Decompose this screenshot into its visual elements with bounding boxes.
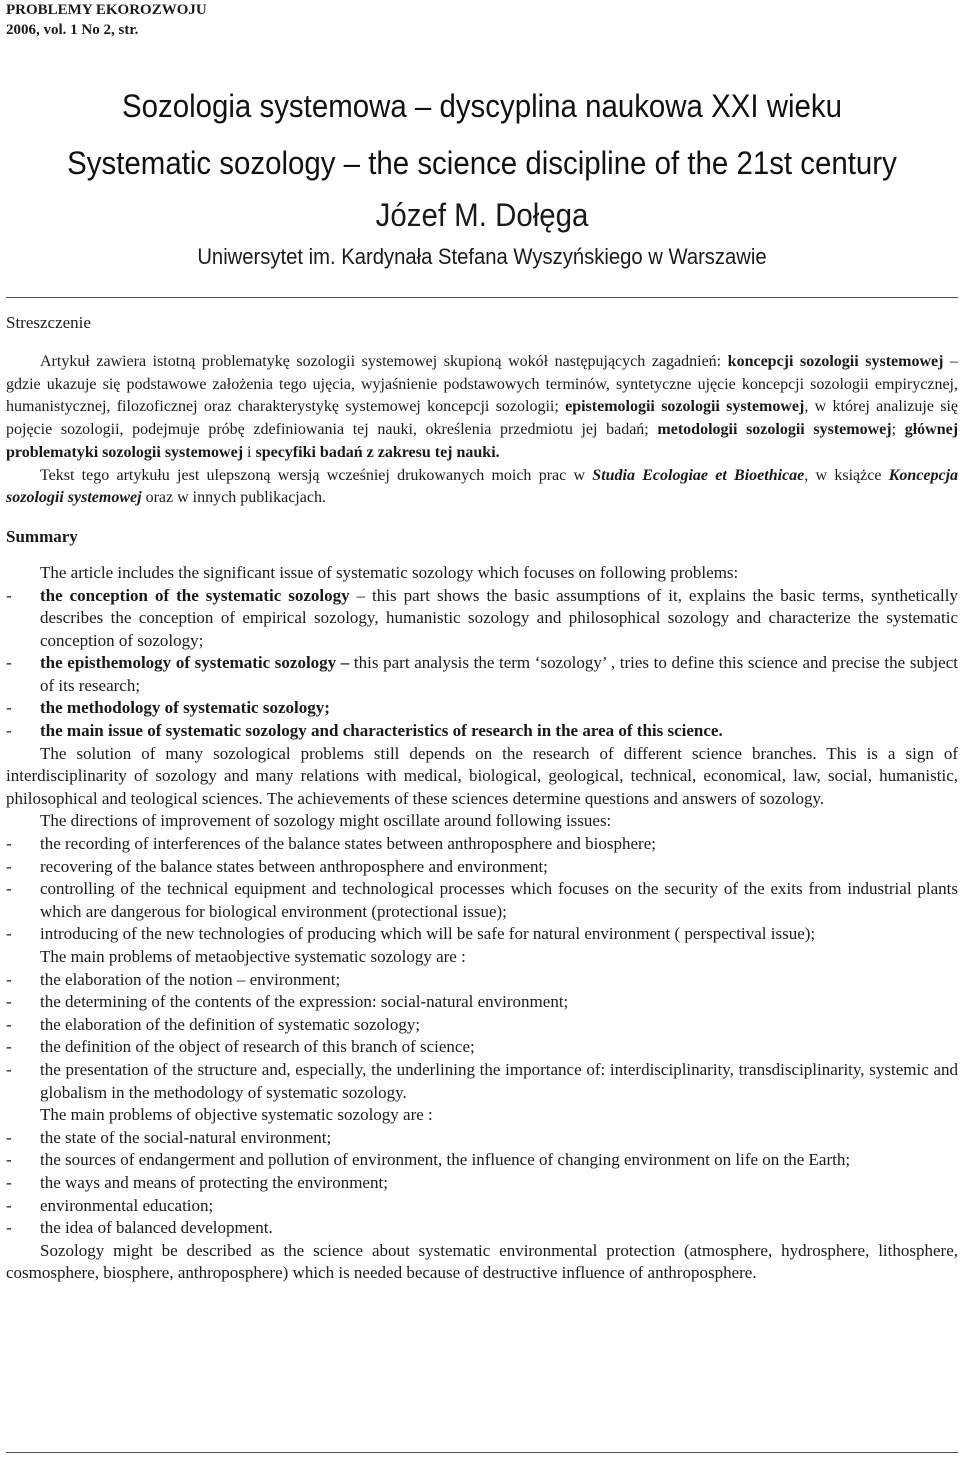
summary-body bbox=[6, 562, 958, 1285]
paragraph-directions: The directions of improvement of sozology might oscillate around following issues: bbox=[40, 811, 612, 831]
article-page bbox=[6, 0, 958, 1285]
objective-item: - environmental education; bbox=[6, 1195, 214, 1215]
author-affiliation: Uniwersytet im. Kardynała Stefana Wyszyńskiego w Warszawie bbox=[197, 244, 767, 269]
paragraph-final: Sozology might be described as the science about systematic environmental protection (atmosphere, hydrosphere, lithosphere, cosmosphere, biosphere, anthroposphere) which is needed because of destructive influence of anthroposphere. bbox=[6, 1240, 958, 1283]
paragraph-solution: The solution of many sozological problems still depends on the research of different science branches. This is a sign of interdisciplinarity of sozology and many relations with medical, biological, geological, technical, economical, law, social, humanistic, philosophical and teological sciences. The achievements of these sciences determine questions and answers of sozology. bbox=[6, 743, 958, 808]
directions-item: - introducing of the new technologies of producing which will be safe for natural environment ( perspectival issue); bbox=[6, 924, 816, 944]
meta-item: - the elaboration of the notion – environment; bbox=[6, 969, 341, 989]
paragraph-metaobjective: The main problems of metaobjective systematic sozology are : bbox=[40, 947, 466, 967]
meta-item: - the elaboration of the definition of systematic sozology; bbox=[6, 1014, 421, 1034]
summary-list-item: - the episthemology of systematic sozology – this part analysis the term ‘sozology’ , tries to define this science and precise the subject of its research; bbox=[6, 653, 958, 695]
journal-reference: Studia Ecologiae et Bioethicae bbox=[592, 466, 805, 484]
directions-item: - controlling of the technical equipment and technological processes which focuses on the security of the exits from industrial plants which are dangerous for biological environment (protectional issue); bbox=[6, 879, 958, 921]
title-english: Systematic sozology – the science discipline of the 21st century bbox=[67, 145, 897, 181]
streszczenie-body bbox=[6, 351, 958, 510]
streszczenie-paragraph-2: Tekst tego artykułu jest ulepszoną wersją wcześniej drukowanych moich prac w Studia Ecologiae et Bioethicae, w książce Koncepcja sozologii systemowej oraz w innych publikacjach. bbox=[6, 466, 959, 507]
objective-item: - the ways and means of protecting the environment; bbox=[6, 1172, 388, 1192]
summary-list-item: - the main issue of systematic sozology and characteristics of research in the area of this science. bbox=[6, 721, 723, 741]
footer-divider bbox=[6, 1452, 958, 1453]
objective-item: - the state of the social-natural environment; bbox=[6, 1127, 332, 1147]
objective-item: - the idea of balanced development. bbox=[6, 1218, 273, 1238]
keyword-metodologia: metodologii sozologii systemowej bbox=[657, 421, 892, 439]
journal-header bbox=[6, 0, 958, 40]
author-name: Józef M. Dołęga bbox=[375, 197, 589, 233]
meta-item: - the definition of the object of research of this branch of science; bbox=[6, 1037, 475, 1057]
header-divider bbox=[6, 297, 958, 298]
streszczenie-heading: Streszczenie bbox=[6, 313, 91, 332]
directions-item: - recovering of the balance states between anthroposphere and environment; bbox=[6, 856, 548, 876]
journal-name: PROBLEMY EKOROZWOJU bbox=[6, 2, 207, 18]
title-polish: Sozologia systemowa – dyscyplina naukowa XXI wieku bbox=[121, 88, 843, 124]
journal-issue: 2006, vol. 1 No 2, str. bbox=[6, 22, 139, 38]
summary-list-item: - the methodology of systematic sozology; bbox=[6, 698, 330, 718]
meta-item: - the determining of the contents of the expression: social-natural environment; bbox=[6, 992, 569, 1012]
objective-item: - the sources of endangerment and pollution of environment, the influence of changing environment on life on the Earth; bbox=[6, 1150, 851, 1170]
streszczenie-paragraph-1: Artykuł zawiera istotną problematykę sozologii systemowej skupioną wokół następujących zagadnień: koncepcji sozologii systemowej – gdzie ukazuje się podstawowe założenia tego ujęcia, wyjaśnienie podstawowych terminów, syntetyczne ujęcie koncepcji sozologii empirycznej, humanistycznej, filozoficznej oraz charakterystykę systemowej koncepcji sozologii; epistemologii sozologii systemowej, w której analizuje się pojęcie sozologii, podejmuje próbę zdefiniowania tej nauki, określenia przedmiotu jej badań; metodologii sozologii systemowej; głównej problematyki sozologii systemowej i specyfiki badań z zakresu tej nauki. bbox=[6, 353, 959, 461]
directions-item: - the recording of interferences of the balance states between anthroposphere and biosphere; bbox=[6, 834, 656, 854]
book-reference: Koncepcja sozologii systemowej bbox=[6, 466, 959, 507]
summary-heading: Summary bbox=[6, 526, 78, 546]
keyword-koncepcja: koncepcji sozologii systemowej bbox=[727, 353, 944, 370]
paragraph-objective: The main problems of objective systematic sozology are : bbox=[40, 1105, 433, 1125]
summary-intro: The article includes the significant issue of systematic sozology which focuses on following problems: bbox=[40, 562, 739, 582]
meta-item: - the presentation of the structure and, especially, the underlining the importance of: interdisciplinarity, transdisciplinarity, systemic and globalism in the methodology of systematic sozology. bbox=[6, 1059, 958, 1102]
summary-list-item: - the conception of the systematic sozology – this part shows the basic assumptions of it, explains the basic terms, synthetically describes the conception of empirical sozology, humanistic sozology and philosophical sozology and characterize the systematic conception of sozology; bbox=[6, 585, 959, 650]
keyword-specyfika: specyfiki badań z zakresu tej nauki. bbox=[255, 443, 500, 461]
keyword-problematyka: głównej problematyki sozologii systemowej bbox=[6, 421, 959, 461]
keyword-epistemologia: epistemologii sozologii systemowej bbox=[565, 398, 805, 416]
